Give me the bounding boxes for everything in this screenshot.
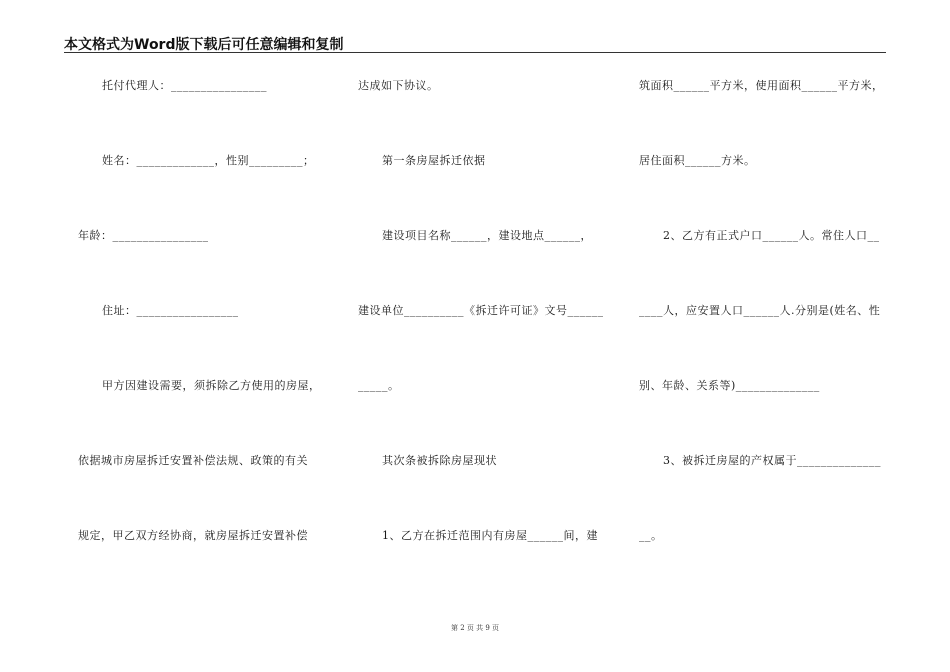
col3-line-7: __。 <box>639 529 663 542</box>
col3-line-4: ____人，应安置人口______人.分别是(姓名、性 <box>639 304 881 317</box>
col1-line-5: 甲方因建设需要，须拆除乙方使用的房屋， <box>102 379 321 392</box>
col2-line-1: 达成如下协议。 <box>358 79 439 92</box>
col1-line-6: 依据城市房屋拆迁安置补偿法规、政策的有关 <box>78 454 308 467</box>
col2-line-6: 其次条被拆除房屋现状 <box>382 454 497 467</box>
col1-line-1: 托付代理人：________________ <box>102 79 267 92</box>
col3-line-6: 3、被拆迁房屋的产权属于______________ <box>663 454 881 467</box>
page-number-footer: 第 2 页 共 9 页 <box>450 624 500 632</box>
col3-line-5: 别、年龄、关系等)______________ <box>639 379 820 392</box>
document-header-title: 本文格式为Word版下载后可任意编辑和复制 <box>64 37 344 53</box>
col2-line-4: 建设单位__________《拆迁许可证》文号______ <box>358 304 604 317</box>
col3-line-1: 筑面积______平方米，使用面积______平方米， <box>639 79 884 92</box>
col2-line-7: 1、乙方在拆迁范围内有房屋______间，建 <box>382 529 598 542</box>
col1-line-3: 年龄：________________ <box>78 229 209 242</box>
col1-line-7: 规定，甲乙双方经协商，就房屋拆迁安置补偿 <box>78 529 308 542</box>
col3-line-2: 居住面积______方米。 <box>639 154 756 167</box>
col3-line-3: 2、乙方有正式户口______人。常住人口__ <box>663 229 880 242</box>
col2-line-5: _____。 <box>358 379 400 392</box>
col1-line-2: 姓名：_____________，性别_________； <box>102 154 315 167</box>
col2-line-3: 建设项目名称______，建设地点______， <box>382 229 592 242</box>
col1-line-4: 住址：_________________ <box>102 304 239 317</box>
header-divider <box>64 52 886 53</box>
col2-line-2: 第一条房屋拆迁依据 <box>382 154 486 167</box>
